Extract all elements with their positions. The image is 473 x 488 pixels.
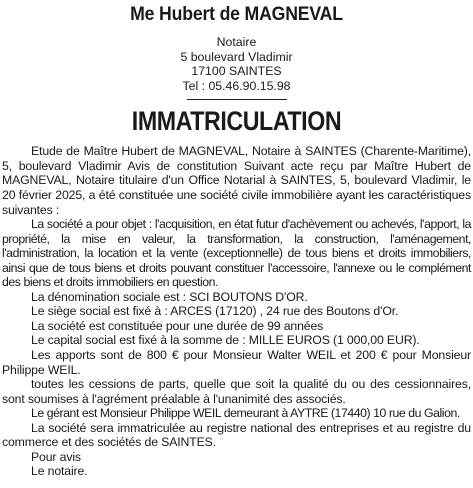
paragraph-purpose: La société a pour objet : l'acquisition, en état futur d'achèvement ou achevés, l'apport, la propriété, la mise en valeur, la transformation, la construction, l'aménagement, l'administration, la location et la vente (exceptionnelle) de tous biens et droits immobiliers, ainsi que de tous biens et droits pouvant constituer l'accessoire, l'annexe ou le complément des biens et droits immobiliers en question. xyxy=(2,217,471,290)
paragraph-contributions: Les apports sont de 800 € pour Monsieur Walter WEIL et 200 € pour Monsieur Philippe WEIL. xyxy=(2,348,471,377)
notice-heading: IMMATRICULATION xyxy=(131,106,342,137)
paragraph-capital: Le capital social est fixé à la somme de : MILLE EUROS (1 000,00 EUR). xyxy=(31,333,420,348)
paragraph-signature: Le notaire. xyxy=(31,464,88,479)
notary-contact-block xyxy=(2,35,471,93)
paragraph-duration: La société est constituée pour une durée de 99 années xyxy=(31,318,324,333)
paragraph-name: La dénomination sociale est : SCI BOUTONS D'OR. xyxy=(31,289,308,304)
notary-title: Notaire xyxy=(216,35,257,49)
paragraph-for-notice: Pour avis xyxy=(31,449,81,464)
notary-name: Me Hubert de MAGNEVAL xyxy=(130,4,343,25)
notice-body xyxy=(2,144,471,479)
notary-city: 17100 SAINTES xyxy=(191,64,282,79)
paragraph-transfers: toutes les cessions de parts, quelle que soit la qualité du ou des cessionnaires, sont soumises à l'agrément préalable à l'unanimité des associés. xyxy=(2,377,471,406)
notary-street: 5 boulevard Vladimir xyxy=(180,49,293,64)
header-divider xyxy=(187,99,287,100)
paragraph-seat: Le siège social est fixé à : ARCES (17120) , 24 rue des Boutons d'Or. xyxy=(31,304,399,319)
notary-phone: Tel : 05.46.90.15.98 xyxy=(182,78,291,93)
paragraph-manager: Le gérant est Monsieur Philippe WEIL demeurant à AYTRE (17440) 10 rue du Galion. xyxy=(31,406,460,421)
paragraph-registration: La société sera immatriculée au registre national des entreprises et au registre du commerce et des sociétés de SAINTES. xyxy=(2,420,471,450)
paragraph-intro: Etude de Maître Hubert de MAGNEVAL, Notaire à SAINTES (Charente-Maritime), 5, boulevard Vladimir Avis de constitution Suivant acte reçu par Maître Hubert de MAGNEVAL, Notaire titulaire d'un Office Notarial à SAINTES, 5, boulevard Vladimir, le 20 février 2025, a été constituée une société civile immobilière ayant les caractéristiques suivantes : xyxy=(2,144,471,217)
